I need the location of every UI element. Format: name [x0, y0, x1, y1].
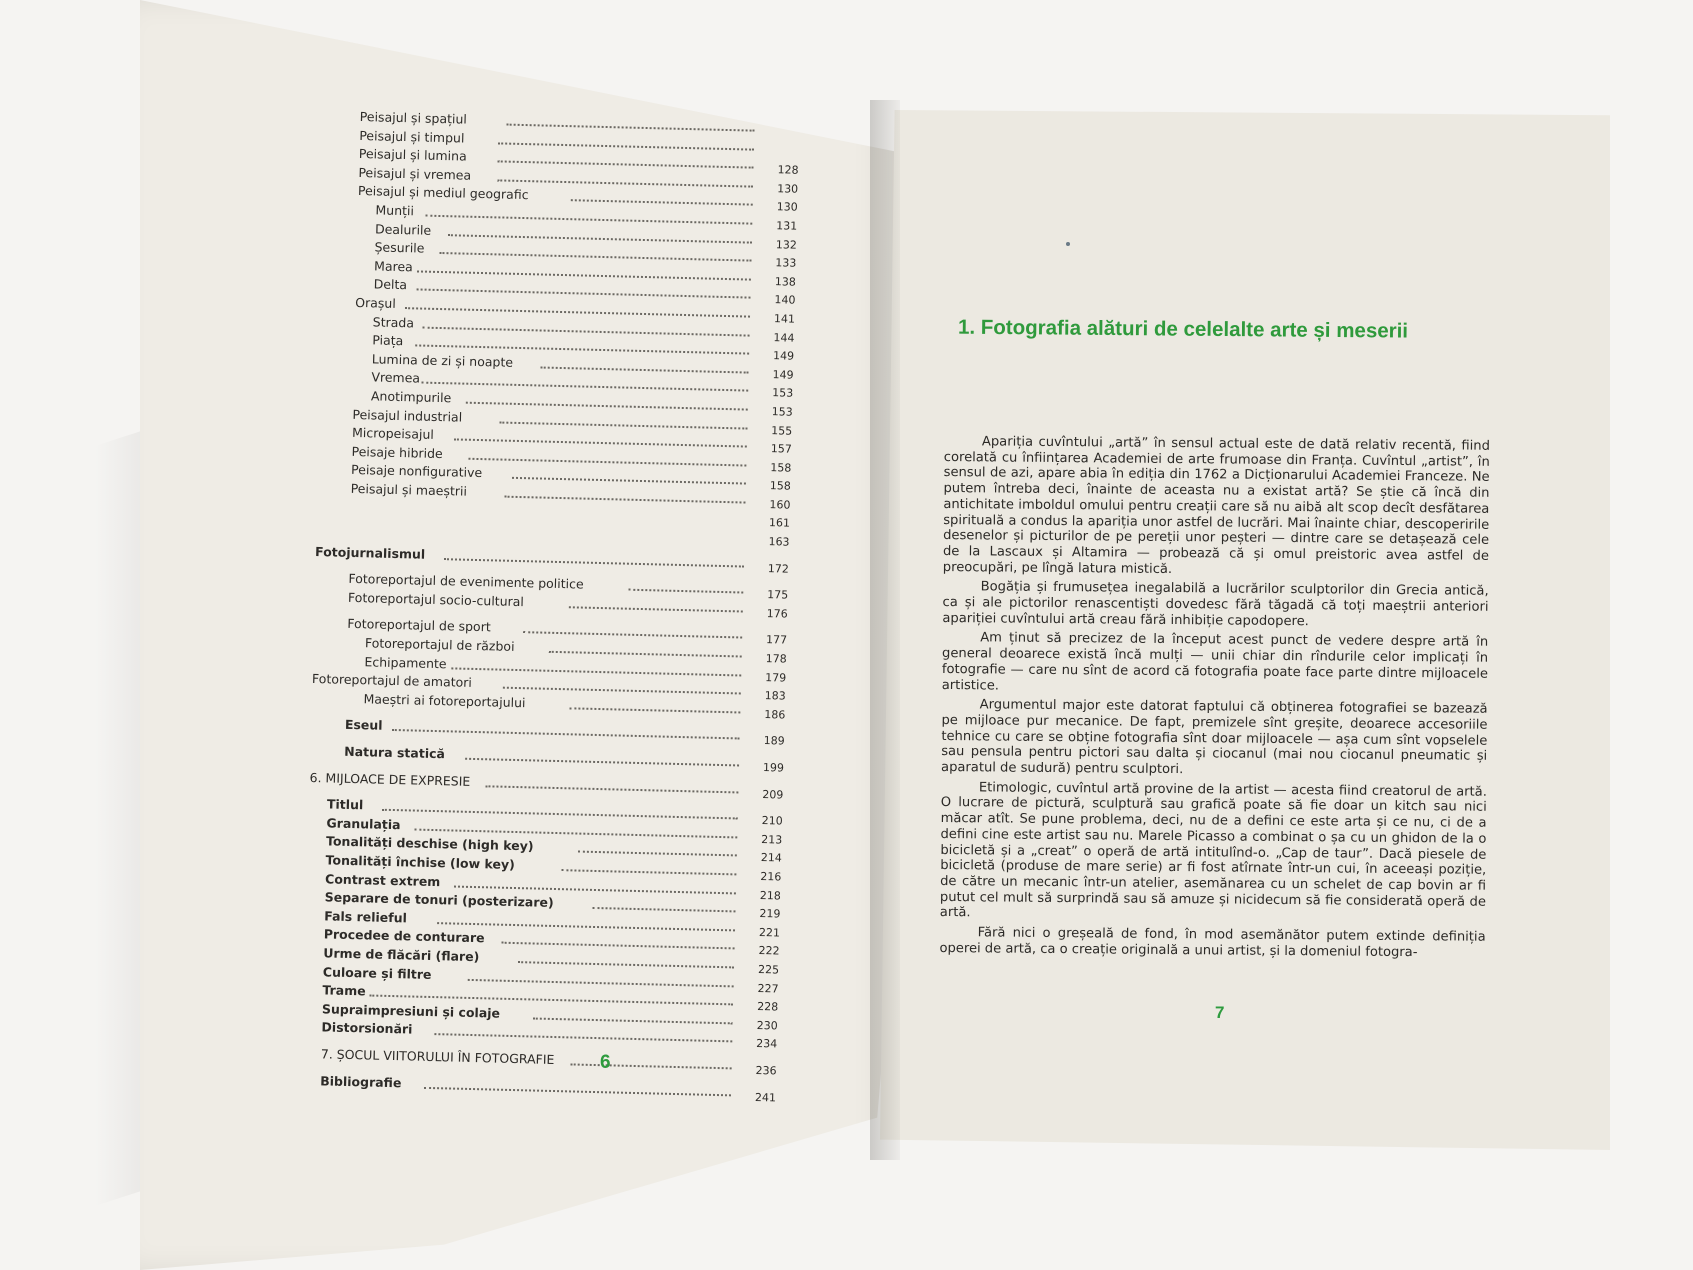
- toc-leader-dots: [499, 415, 748, 429]
- toc-entry-label: Peisajul și maeștrii: [350, 480, 468, 499]
- toc-leader-dots: [568, 600, 743, 612]
- toc-leader-dots: [468, 972, 734, 986]
- toc-entry-label: Bibliografie: [320, 1072, 402, 1090]
- toc-entry-page: 225: [757, 962, 780, 977]
- toc-entry-label: Contrast extrem: [324, 870, 441, 889]
- toc-leader-dots: [533, 1011, 733, 1024]
- toc-leader-dots: [540, 360, 748, 373]
- toc-entry-page: 228: [757, 1000, 779, 1014]
- toc-entry-page: 144: [773, 330, 795, 345]
- toc-leader-dots: [569, 701, 740, 713]
- left-page-number: 6: [600, 1052, 611, 1073]
- toc-entry: [345, 716, 795, 746]
- toc-entry-label: Delta: [373, 276, 408, 293]
- toc-entry-page: 175: [767, 588, 789, 602]
- toc-entry: [309, 769, 793, 802]
- toc-leader-dots: [523, 626, 742, 639]
- toc-entry-label: Distorsionări: [321, 1019, 413, 1037]
- toc-entry-label: Marea: [373, 258, 413, 275]
- toc-entry-page: 130: [776, 181, 799, 196]
- toc-entry-label: Anotimpurile: [370, 388, 452, 406]
- toc-entry-page: 209: [762, 787, 784, 802]
- toc-entry-label: 6. MIJLOACE DE EXPRESIE: [309, 769, 471, 789]
- paper-speck: [1066, 242, 1070, 246]
- toc-entry-label: Tonalități închise (low key): [325, 852, 515, 872]
- toc-entry-label: Orașul: [355, 294, 396, 311]
- toc-entry-label: Micropeisajul: [351, 424, 435, 442]
- toc-entry-page: 227: [757, 981, 779, 996]
- toc-entry-page: 222: [758, 944, 780, 958]
- toc-leader-dots: [571, 194, 753, 206]
- toc-entry-label: Peisajul și vremea: [358, 164, 472, 183]
- toc-entry-label: Maeștri ai fotoreportajului: [363, 691, 526, 711]
- toc-entry-label: Piața: [372, 332, 404, 349]
- toc-entry-label: Trame: [322, 982, 366, 999]
- toc-entry-label: Supraimpresiuni și colaje: [321, 1001, 501, 1021]
- toc-entry-label: Peisajul și lumina: [358, 146, 467, 164]
- toc-entry-label: Fals relieful: [324, 908, 408, 926]
- toc-entry-label: Peisajul și mediul geografic: [357, 183, 529, 203]
- toc-leader-dots: [498, 136, 754, 150]
- toc-entry-label: Fotoreportajul de sport: [347, 616, 491, 635]
- toc-entry-page: 213: [761, 832, 783, 847]
- toc-entry-page: 241: [754, 1090, 777, 1104]
- toc-entry-page: 157: [770, 442, 792, 456]
- toc-leader-dots: [503, 681, 741, 695]
- toc-entry-page: 179: [765, 670, 787, 685]
- book-gutter: [870, 100, 900, 1160]
- toc-entry-page: 186: [764, 707, 786, 722]
- toc-entry-label: Tonalități deschise (high key): [325, 833, 534, 854]
- toc-entry-label: Granulația: [326, 815, 401, 832]
- toc-entry-label: Fotojurnalismul: [314, 543, 426, 562]
- toc-leader-dots: [548, 645, 742, 658]
- toc-entry-label: Lumina de zi și noapte: [371, 351, 514, 370]
- paragraph: Fără nici o greșeală de fond, în mod asemănător putem extinde definiția operei de artă, ca o creație originală a unui artist, și la domeniul fotogra-: [939, 925, 1486, 960]
- toc-leader-dots: [424, 1080, 731, 1095]
- right-page-number: 7: [1215, 1003, 1225, 1022]
- toc-entry-page: 132: [775, 237, 797, 252]
- toc-entry-page: 161: [768, 516, 791, 531]
- toc-leader-dots: [502, 936, 735, 950]
- toc-entry-label: Peisajul industrial: [352, 406, 463, 425]
- toc-leader-dots: [628, 583, 743, 594]
- toc-entry-label: Peisajul și timpul: [359, 127, 465, 146]
- toc-entry-label: Dealurile: [374, 220, 432, 238]
- toc-leader-dots: [392, 723, 740, 740]
- toc-leader-dots: [465, 752, 739, 767]
- toc-leader-dots: [506, 118, 755, 132]
- paragraph: Am ținut să precizez de la început acest punct de vedere despre artă în general deoarece există încă mulți — unii chiar din rîndurile celor implicați în fotografie — care nu sînt de acord că fotografia poate face parte dintre mijloacele artistice.: [941, 630, 1489, 694]
- toc-leader-dots: [593, 901, 736, 912]
- toc-entry-page: 140: [774, 293, 796, 308]
- toc-leader-dots: [505, 490, 746, 504]
- toc-entry-page: 219: [759, 907, 781, 921]
- toc-entry-page: 183: [764, 689, 786, 703]
- toc-entry-page: 153: [771, 405, 793, 419]
- toc-entry-page: 172: [767, 561, 790, 576]
- toc-entry-label: Titlul: [326, 796, 364, 813]
- toc-entry-page: 216: [760, 869, 782, 884]
- toc-leader-dots: [434, 1027, 733, 1042]
- toc-entry-label: Culoare și filtre: [322, 963, 432, 982]
- toc-entry-page: 214: [760, 851, 782, 865]
- toc-entry-label: Natura statică: [344, 743, 446, 762]
- toc-entry-label: 7. ȘOCUL VIITORULUI ÎN FOTOGRAFIE: [320, 1046, 555, 1067]
- toc-leader-dots: [444, 552, 744, 567]
- toc-entry: [314, 543, 799, 576]
- toc-entry-label: Procedee de conturare: [323, 926, 485, 946]
- toc-leader-dots: [571, 1057, 732, 1069]
- toc-entry-page: 177: [765, 633, 788, 648]
- toc-entry-page: 189: [763, 734, 785, 748]
- toc-entry: [344, 743, 794, 773]
- toc-entry-page: 178: [765, 652, 787, 666]
- paragraph: Etimologic, cuvîntul artă provine de la artist — acesta fiind creatorul de artă. O lucrare de pictură, sculptură sau grafică poate să fie doar un kitch sau nici măcar atît. Se pune problema, deci, nu de a defini ce este arta și ce nu, ci de a defini cine este artist sau nu. Marele Picasso a combinat o șa cu un ghidon de la o bicicletă și a „creat” o operă de artă intitulînd-o. „Cap de taur”. Dacă piesele de bicicletă (produse de mare serie) ar fi fost atîrnate într-un cui, în aceeași poziție, de către un mecanic într-un atelier, asemănarea cu un schelet de cap bovin ar fi putut cel mult să surprindă sau să amuze și nicidecum să fie considerată operă de artă.: [939, 780, 1487, 921]
- toc-entry-label: Peisaje hibride: [351, 443, 443, 461]
- toc-entry-page: 160: [769, 497, 791, 512]
- toc-entry-page: 141: [773, 312, 796, 326]
- toc-entry-label: Urme de flăcări (flare): [323, 945, 480, 965]
- toc-entry: [320, 1046, 787, 1078]
- toc-entry-page: 221: [758, 925, 781, 940]
- toc-entry-page: 234: [756, 1037, 778, 1051]
- toc-leader-dots: [486, 779, 739, 793]
- toc-entry-page: 230: [756, 1018, 778, 1033]
- toc-leader-dots: [468, 451, 746, 466]
- toc-entry-page: 163: [768, 535, 790, 549]
- toc-entry-page: 218: [759, 888, 782, 903]
- chapter-title: 1. Fotografia alături de celelalte arte și meserii: [957, 315, 1409, 343]
- toc-entry-label: Echipamente: [364, 653, 447, 671]
- toc-entry-page: 131: [776, 219, 798, 233]
- paragraph: Argumentul major este datorat faptului că obținerea fotografiei se bazează pe mijloace pur mecanice. De fapt, premizele sînt greșite, deoarece accesoriile tehnice cu care se obține fotografia sînt doar mijloacele — așa cum sînt vopselele sau pensula pentru pictori sau dalta și ciocanul (mai nou ciocanul pneumatic și aparatul de sudură) pentru sculptori.: [941, 697, 1488, 778]
- toc-entry-page: 155: [771, 423, 793, 438]
- toc-leader-dots: [512, 471, 746, 485]
- toc-entry-label: Peisajul și spațiul: [359, 108, 468, 127]
- toc-entry-page: 236: [755, 1063, 777, 1078]
- toc-leader-dots: [498, 155, 754, 169]
- toc-entry-page: 158: [769, 479, 792, 493]
- table-of-contents: [309, 108, 810, 1104]
- toc-entry-page: 153: [772, 386, 794, 400]
- toc-entry-label: Fotoreportajul de război: [364, 635, 515, 654]
- toc-leader-dots: [518, 955, 735, 968]
- toc-entry-label: Fotoreportajul de amatori: [311, 671, 473, 691]
- toc-entry-label: Șesurile: [374, 239, 425, 256]
- paragraph: Apariția cuvîntului „artă” în sensul actual este de dată relativ recentă, fiind corelată cu înființarea Academiei de arte frumoase din Franța. Cuvîntul „artist”, în sensul de azi, apare abia în ediția din 1762 a Dicționarului Academiei Franceze. Ne putem întreba deci, înainte de aceasta nu a existat artă? Se știe că încă din antichitate imboldul omului pentru creații care să nu aibă alt scop decît desfătarea spirituală a condus la apariția unor astfel de lucrări. Mai înainte chiar, descoperirile desenelor și picturilor de pe pereții unor peșteri — dintre care se detașează cele de la Lascaux și Altamira — probează că și omul preistoric avea astfel de preocupări, pe lîngă latura mistică.: [942, 434, 1490, 577]
- toc-entry-label: Munții: [375, 202, 415, 219]
- toc-entry-page: 128: [777, 163, 799, 177]
- toc-leader-dots: [578, 845, 737, 857]
- toc-leader-dots: [561, 863, 737, 875]
- toc-entry-label: Vremea: [371, 369, 421, 386]
- toc-entry-page: 210: [761, 814, 783, 828]
- toc-entry-label: Peisaje nonfigurative: [350, 462, 483, 481]
- chapter-body: [939, 434, 1490, 965]
- toc-entry-page: 133: [775, 256, 797, 270]
- toc-leader-dots: [497, 173, 753, 187]
- toc-entry-label: Eseul: [344, 717, 383, 734]
- toc-entry-page: 158: [770, 460, 792, 475]
- toc-entry-page: 130: [776, 200, 798, 215]
- toc-entry-page: 149: [772, 349, 795, 363]
- toc-entry-page: 176: [766, 606, 788, 621]
- toc-entry-label: Fotoreportajul socio-cultural: [347, 589, 525, 609]
- toc-entry-page: 138: [774, 274, 797, 289]
- toc-entry-label: Separare de tonuri (posterizare): [324, 889, 554, 911]
- toc-entry-page: 149: [772, 367, 794, 382]
- toc-entry-label: Strada: [372, 313, 415, 330]
- paragraph: Bogăția și frumusețea inegalabilă a lucrărilor sculptorilor din Grecia antică, ca și ale pictorilor renascentiști dovedesc fără tăgadă că toți maeștrii anteriori apariției cuvîntului artă creau fără inhibiție capodopere.: [942, 579, 1489, 629]
- toc-entry-label: Fotoreportajul de evenimente politice: [348, 571, 584, 592]
- toc-entry-page: 199: [762, 761, 785, 775]
